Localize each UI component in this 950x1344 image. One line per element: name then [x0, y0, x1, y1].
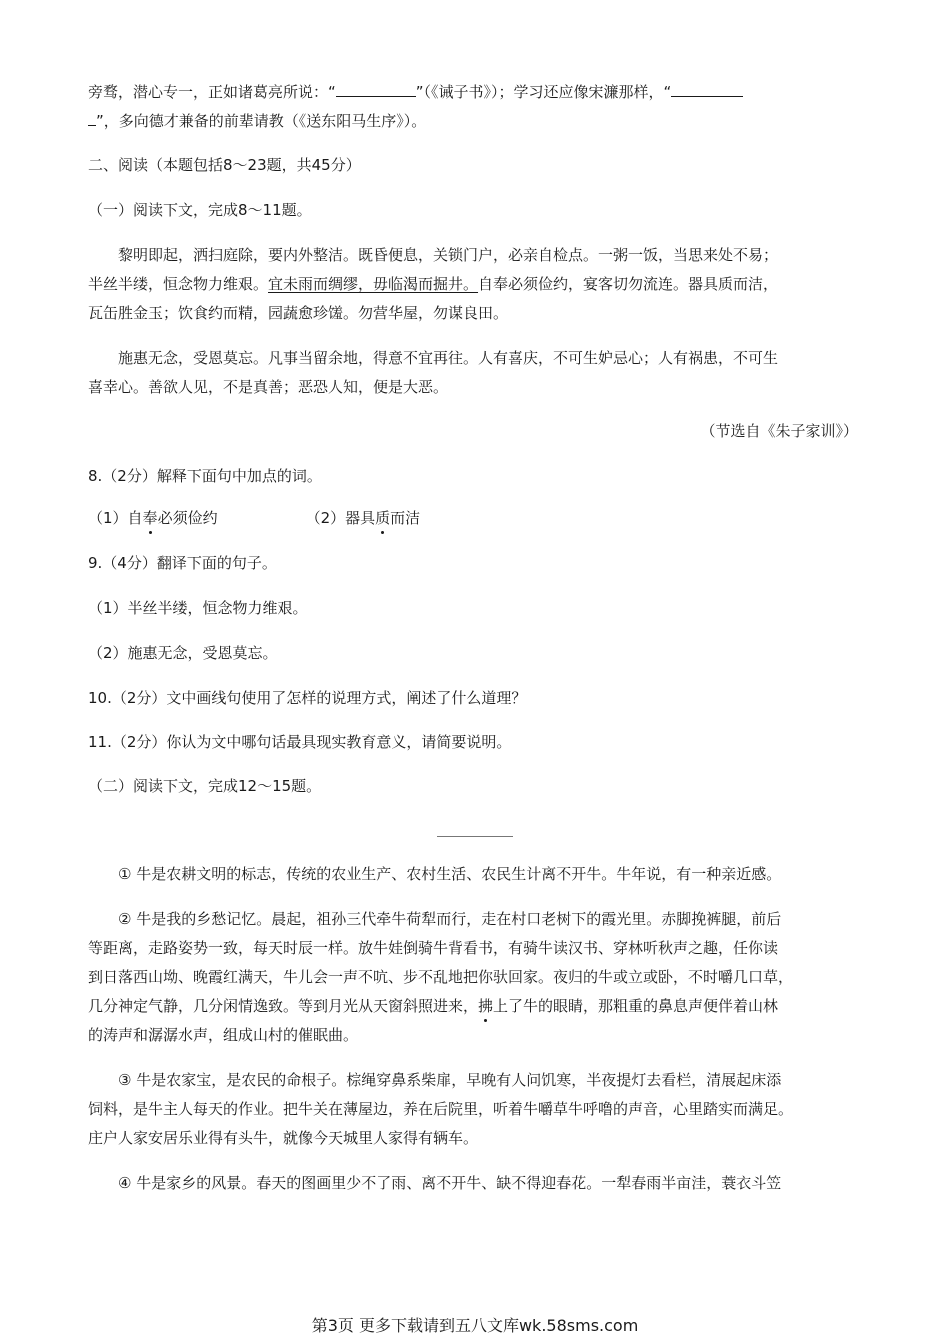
intro-text: ”（《诫子书》）；学习还应像宋濂那样，“: [415, 83, 672, 101]
passage2-line: 等距离，走路姿势一致，每天时辰一样。放牛娃倒骑牛背看书，有骑牛读汉书、穿林听秋声之趣，任你读: [88, 939, 779, 957]
question-8: 8.（2分）解释下面句中加点的词。: [88, 467, 322, 485]
question-8-items: [88, 508, 420, 528]
underlined-sentence: 宜未雨而绸缪，毋临渴而掘井。: [268, 275, 479, 293]
intro-text: ”，多向德才兼备的前辈请教（《送东阳马生序》）。: [96, 112, 427, 130]
intro-line-1: [88, 82, 743, 102]
question-text: 必须俭约: [157, 509, 218, 527]
passage2-line: 饲料，是牛主人每天的作业。把牛关在薄屋边，养在后院里，听着牛嚼草牛呼噜的声音，心里踏实而满足。: [88, 1100, 794, 1118]
passage2-paragraph-1: ① 牛是农耕文明的标志，传统的农业生产、农村生活、农民生计离不开牛。牛年说，有一种亲近感。: [118, 865, 782, 883]
dotted-word: 奉: [142, 509, 158, 527]
dotted-word: 质: [375, 509, 391, 527]
passage-text: 几分神定气静，几分闲情逸致。等到月光从天窗斜照进来，: [88, 997, 479, 1015]
section-heading-reading: 二、阅读（本题包括8～23题，共45分）: [88, 156, 361, 174]
passage2-line: [88, 996, 778, 1016]
fill-blank-2-cont[interactable]: [88, 111, 96, 126]
fill-blank-1[interactable]: [336, 82, 416, 97]
fill-blank-2[interactable]: [671, 82, 743, 97]
question-9-item-1: （1）半丝半缕，恒念物力维艰。: [88, 599, 308, 617]
passage2-line: 到日落西山坳、晚霞红满天，牛儿会一声不吭、步不乱地把你驮回家。夜归的牛或立或卧，不时嚼几口草，: [88, 968, 794, 986]
part1-heading: （一）阅读下文，完成8～11题。: [88, 201, 312, 219]
passage1-source: （节选自《朱子家训》）: [700, 422, 858, 440]
passage2-line: 的涛声和潺潺水声，组成山村的催眠曲。: [88, 1026, 359, 1044]
passage2-line: 庄户人家安居乐业得有头牛，就像今天城里人家得有辆车。: [88, 1129, 479, 1147]
intro-text: 旁骛，潜心专一，正如诸葛亮所说：“: [88, 83, 336, 101]
passage1-line: 施惠无念，受恩莫忘。凡事当留余地，得意不宜再往。人有喜庆，不可生妒忌心；人有祸患，不可生: [118, 349, 779, 367]
passage-text: 上了牛的眼睛，那粗重的鼻息声便伴着山林: [493, 997, 779, 1015]
question-11: 11.（2分）你认为文中哪句话最具现实教育意义，请简要说明。: [88, 733, 512, 751]
intro-line-2: [88, 111, 426, 131]
page-footer: 第3页 更多下载请到五八文库wk.58sms.com: [311, 1316, 639, 1335]
passage-text: 半丝半缕，恒念物力维艰。: [88, 275, 269, 293]
title-blank-rule: [437, 836, 513, 837]
question-10: 10.（2分）文中画线句使用了怎样的说理方式，阐述了什么道理？: [88, 689, 527, 707]
passage2-line: ② 牛是我的乡愁记忆。晨起，祖孙三代牵牛荷犁而行，走在村口老树下的霞光里。赤脚挽裤腿，前后: [118, 910, 782, 928]
question-9: 9.（4分）翻译下面的句子。: [88, 554, 277, 572]
part2-heading: （二）阅读下文，完成12～15题。: [88, 777, 322, 795]
passage2-line: ④ 牛是家乡的风景。春天的图画里少不了雨、离不开牛、缺不得迎春花。一犁春雨半亩洼，蓑衣斗笠: [118, 1174, 782, 1192]
passage1-line: [88, 274, 778, 294]
question-text: 而洁: [390, 509, 421, 527]
passage2-line: ③ 牛是农家宝，是农民的命根子。棕绳穿鼻系柴扉，早晚有人问饥寒，半夜提灯去看栏，清展起床添: [118, 1071, 782, 1089]
passage-text: 自奉必须俭约，宴客切勿流连。器具质而洁，: [478, 275, 779, 293]
passage1-line: 喜幸心。善欲人见，不是真善；恶恐人知，便是大恶。: [88, 378, 449, 396]
question-text: （2）器具: [305, 509, 376, 527]
dotted-word: 拂: [478, 997, 494, 1015]
passage1-line: 瓦缶胜金玉；饮食约而精，园蔬愈珍馐。勿营华屋，勿谋良田。: [88, 304, 509, 322]
passage1-line: 黎明即起，洒扫庭除，要内外整洁。既昏便息，关锁门户，必亲自检点。一粥一饭，当思来处不易；: [118, 246, 779, 264]
question-9-item-2: （2）施惠无念，受恩莫忘。: [88, 644, 278, 662]
question-text: （1）自: [88, 509, 143, 527]
